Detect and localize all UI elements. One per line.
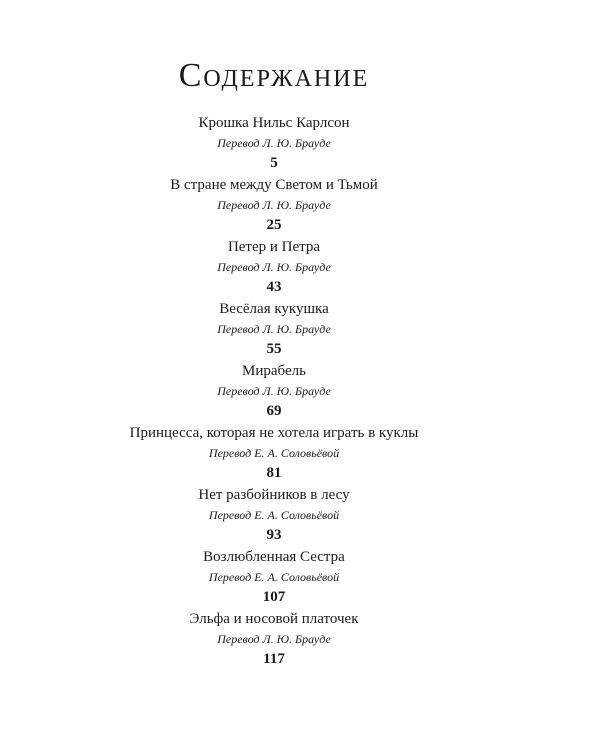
entry-translator: Перевод Л. Ю. Брауде bbox=[217, 384, 331, 398]
table-of-contents bbox=[0, 113, 548, 671]
toc-entry-5[interactable] bbox=[0, 361, 548, 423]
toc-entry-2[interactable] bbox=[0, 175, 548, 237]
entry-translator: Перевод Е. А. Соловьёвой bbox=[208, 508, 340, 522]
entry-title: Мирабель bbox=[242, 363, 306, 379]
entry-page-number: 107 bbox=[262, 589, 286, 605]
entry-translator: Перевод Е. А. Соловьёвой bbox=[208, 570, 340, 584]
entry-translator: Перевод Е. А. Соловьёвой bbox=[208, 446, 340, 460]
entry-title: Крошка Нильс Карлсон bbox=[198, 115, 350, 131]
entry-page-number: 117 bbox=[263, 651, 285, 667]
entry-page-number: 81 bbox=[266, 465, 282, 481]
toc-entry-8[interactable] bbox=[0, 547, 548, 609]
entry-title: Эльфа и носовой платочек bbox=[189, 611, 359, 627]
toc-entry-6[interactable] bbox=[0, 423, 548, 485]
entry-page-number: 55 bbox=[266, 341, 282, 357]
toc-entry-3[interactable] bbox=[0, 237, 548, 299]
entry-page-number: 5 bbox=[270, 155, 278, 171]
toc-entry-4[interactable] bbox=[0, 299, 548, 361]
entry-title: Весёлая кукушка bbox=[219, 301, 329, 317]
entry-translator: Перевод Л. Ю. Брауде bbox=[217, 322, 331, 336]
contents-heading: Содержание bbox=[178, 57, 370, 94]
entry-page-number: 43 bbox=[266, 279, 282, 295]
entry-page-number: 25 bbox=[266, 217, 282, 233]
entry-title: Возлюбленная Сестра bbox=[203, 549, 345, 565]
entry-translator: Перевод Л. Ю. Брауде bbox=[217, 136, 331, 150]
entry-translator: Перевод Л. Ю. Брауде bbox=[217, 632, 331, 646]
entry-translator: Перевод Л. Ю. Брауде bbox=[217, 260, 331, 274]
entry-page-number: 93 bbox=[266, 527, 282, 543]
entry-title: Принцесса, которая не хотела играть в куклы bbox=[129, 425, 419, 441]
entry-translator: Перевод Л. Ю. Брауде bbox=[217, 198, 331, 212]
toc-entry-7[interactable] bbox=[0, 485, 548, 547]
entry-title: Нет разбойников в лесу bbox=[198, 487, 350, 503]
entry-title: В стране между Светом и Тьмой bbox=[170, 177, 378, 193]
entry-title: Петер и Петра bbox=[227, 239, 321, 255]
toc-entry-9[interactable] bbox=[0, 609, 548, 671]
entry-page-number: 69 bbox=[266, 403, 282, 419]
toc-entry-1[interactable] bbox=[0, 113, 548, 175]
